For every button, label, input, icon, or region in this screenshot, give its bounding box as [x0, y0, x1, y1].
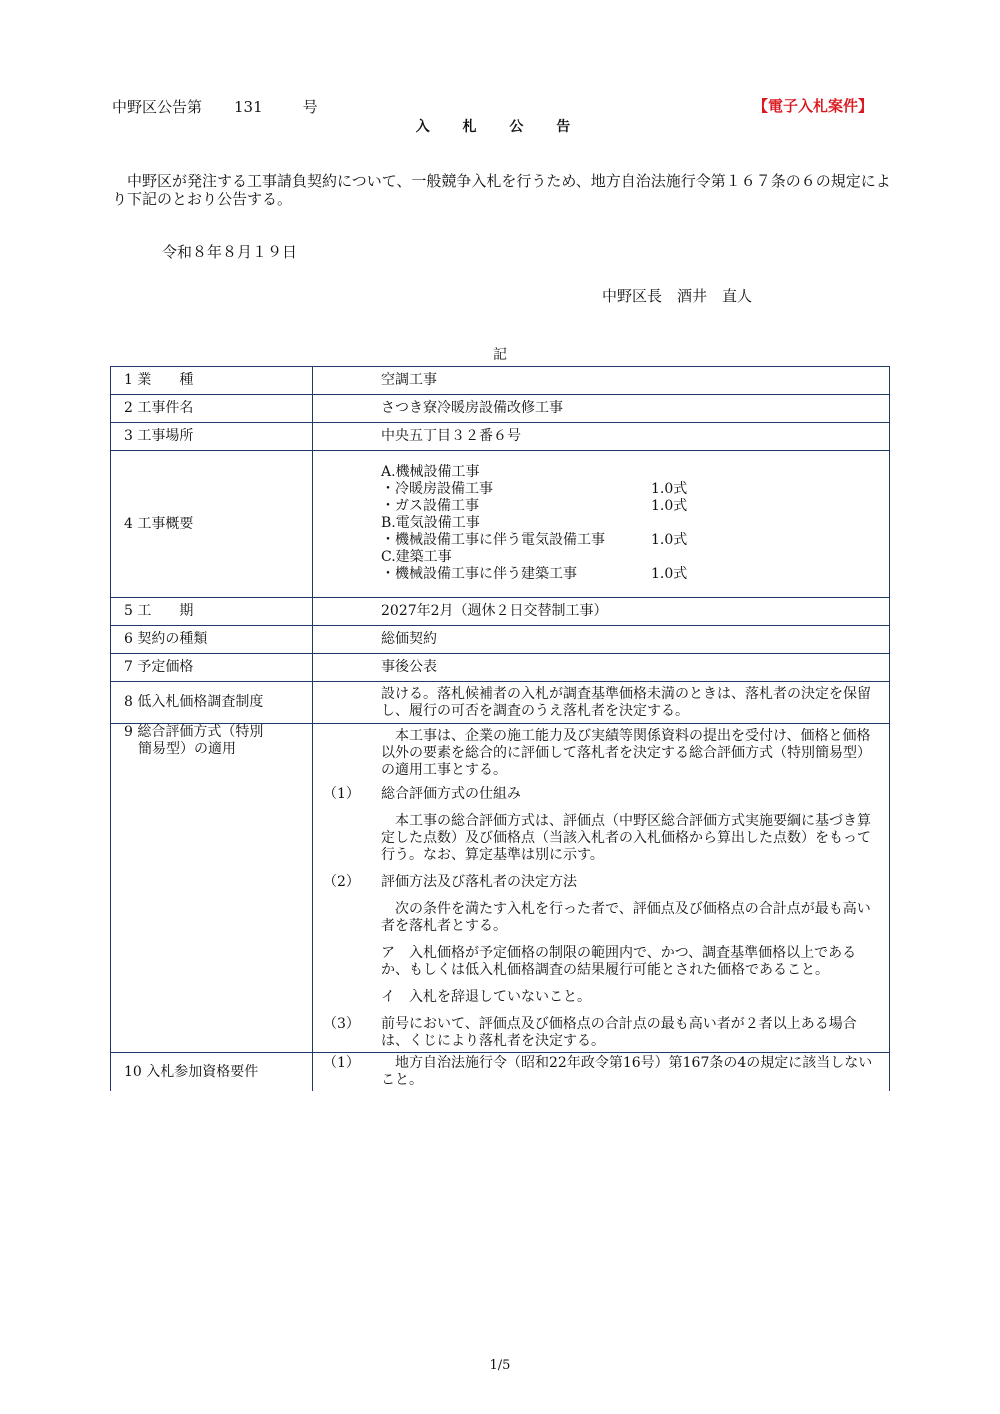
- intro-paragraph: 中野区が発注する工事請負契約について、一般競争入札を行うため、地方自治法施行令第１６７条の６の規定により下記のとおり公告する。: [112, 172, 891, 208]
- row-value: 空調工事: [313, 367, 890, 395]
- row-label: 4 工事概要: [111, 451, 313, 598]
- ki-heading: 記: [493, 347, 507, 363]
- row-value: 中央五丁目３２番６号: [313, 423, 890, 451]
- table-row: [111, 654, 890, 682]
- row-value: 設ける。落札候補者の入札が調査基準価格未満のときは、落札者の決定を保留し、履行の可否を調査のうえ落札者を決定する。: [313, 682, 890, 724]
- row-label: 2 工事件名: [111, 395, 313, 423]
- table-row: [111, 367, 890, 395]
- row-value: さつき寮冷暖房設備改修工事: [313, 395, 890, 423]
- page-title: 入 札 公 告: [415, 119, 585, 135]
- row-label: 10 入札参加資格要件: [111, 1053, 313, 1092]
- notice-number: 131: [234, 98, 263, 116]
- row-value: 2027年2月（週休２日交替制工事）: [313, 598, 890, 626]
- row-label: 3 工事場所: [111, 423, 313, 451]
- notice-suffix: 号: [302, 98, 318, 116]
- notice-number-line: [112, 99, 318, 116]
- row-label: 6 契約の種類: [111, 626, 313, 654]
- electronic-bid-tag: 【電子入札案件】: [753, 97, 874, 115]
- table-row: [111, 682, 890, 724]
- table-row: [111, 724, 890, 1053]
- table-row: [111, 451, 890, 598]
- table-row: [111, 598, 890, 626]
- row-label: 7 予定価格: [111, 654, 313, 682]
- signer: [602, 288, 752, 305]
- table-row: [111, 626, 890, 654]
- row-label: 9 総合評価方式（特別 簡易型）の適用: [111, 724, 313, 1053]
- participation-requirements: （1） 地方自治法施行令（昭和22年政令第16号）第167条の4の規定に該当しないこと。: [313, 1053, 890, 1092]
- work-outline: A.機械設備工事 ・冷暖房設備工事 1.0式 ・ガス設備工事 1.0式 B.電気設備工事 ・機械設備工事に伴う電気設備工事 1.0式 C.建築工事 ・機械設備工事に伴う建築工事 1.0式: [313, 451, 890, 598]
- table-row: [111, 1053, 890, 1092]
- notice-date: 令和８年８月１９日: [162, 243, 298, 261]
- page-number: 1/5: [489, 1358, 511, 1373]
- row-label: 8 低入札価格調査制度: [111, 682, 313, 724]
- table-row: [111, 395, 890, 423]
- table-row: [111, 423, 890, 451]
- signer-title: 中野区長: [602, 287, 663, 305]
- bid-spec-table: [110, 366, 890, 1091]
- row-value: 総価契約: [313, 626, 890, 654]
- row-label: 1 業 種: [111, 367, 313, 395]
- row-value: 事後公表: [313, 654, 890, 682]
- row-label: 5 工 期: [111, 598, 313, 626]
- evaluation-method: 本工事は、企業の施工能力及び実績等関係資料の提出を受付け、価格と価格以外の要素を総合的に評価して落札者を決定する総合評価方式（特別簡易型）の適用工事とする。 （1） 総合評価方式の仕組み 本工事の総合評価方式は、評価点（中野区総合評価方式実施要綱に基づき算定した点数）及び価格点（当該入札者の入札価格から算出した点数）をもって行う。なお、算定基準は別に示す。 （2） 評価方法及び落札者の決定方法 次の条件を満たす入札を行った者で、評価点及び価格点の合計点が最も高い者を落札者とする。 ア 入札価格が予定価格の制限の範囲内で、かつ、調査基準価格以上であるか、もしくは低入札価格調査の結果履行可能とされた価格であること。 イ 入札を辞退していないこと。 （3） 前号において、評価点及び価格点の合計点の最も高い者が２者以上ある場合は、くじにより落札者を決定する。: [313, 724, 890, 1053]
- notice-prefix: 中野区公告第: [112, 98, 203, 116]
- signer-name: 酒井 直人: [677, 287, 753, 305]
